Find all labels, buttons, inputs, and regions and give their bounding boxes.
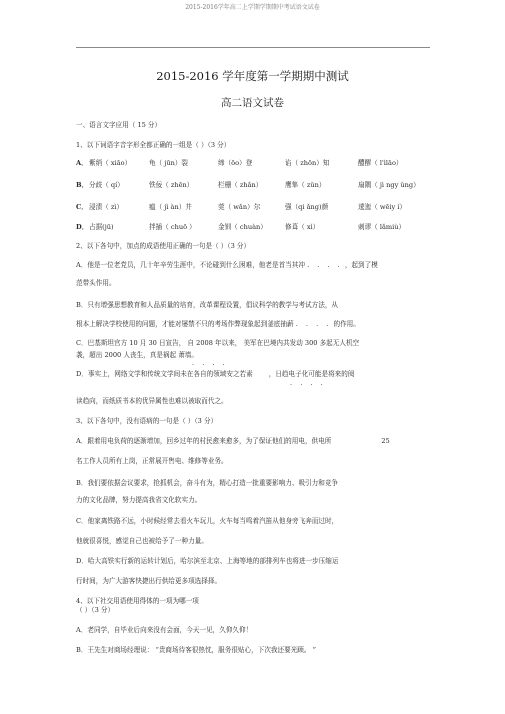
option-text: ，日趋电子化可能是将来的阅 bbox=[268, 370, 355, 378]
option-text: 的作用。 bbox=[333, 320, 360, 328]
option-item: 强（qi ǎng)颜 bbox=[285, 203, 329, 211]
header-rule bbox=[76, 47, 430, 48]
q2-option-c-line1: C．巴基斯坦官方 10 月 30 日宣告， 自 2008 年以来， 美军在巴境内共发动 300 多起无人机空 bbox=[76, 339, 360, 347]
q3-option-d-line1: D．哈大高铁实行新的运转计划后，哈尔滨至北京、上海等地的部排列车也将进一步压缩运 bbox=[76, 557, 339, 565]
option-item: 扇隅（ jì ngy ǔng） bbox=[358, 181, 420, 189]
option-item: 逶迤（ wēiy í） bbox=[358, 203, 407, 211]
option-item: 刺谬（ lǎmiù） bbox=[358, 223, 406, 231]
question-4-stem: 4、以下社交用语使用得体的一项为哪一项 bbox=[76, 597, 199, 605]
question-3-stem: 3、以下各句中，没有语病的一句是（ ）（3 分） bbox=[76, 417, 218, 425]
q2-option-a-line1 bbox=[76, 261, 378, 270]
question-2-stem: 2、以下各句中，加点的成语使用正确的一句是（ ）（3 分） bbox=[76, 242, 251, 250]
q3-option-a-line2: 名工作人员所有上岗，正常展开售电、维修等业务。 bbox=[76, 457, 228, 465]
option-label: D． bbox=[76, 223, 89, 231]
option-text: A．跟着用电负荷的逐渐增加，回乡过年的村民愈来愈多，为了保证他们的用电，供电所 bbox=[76, 437, 332, 445]
q4-option-a: A．老同学，自毕业后向来没有会面，今天一见，久仰久仰！ bbox=[76, 626, 253, 634]
q2-option-c-line2: 袭，超出 2000 人丧生，真是祸起 萧墙。 bbox=[76, 351, 198, 359]
exam-title: 2015-2016 学年度第一学期期中测试 bbox=[156, 69, 349, 83]
option-item: 醴醪（ l'ìlāo） bbox=[358, 159, 403, 167]
q2-option-b-line2 bbox=[76, 320, 360, 329]
option-item: 栏栅（ zhǎn） bbox=[218, 181, 263, 189]
emphasis-dots: . . . . bbox=[192, 359, 228, 367]
q3-option-a-line1 bbox=[76, 437, 390, 446]
q2-option-a-line2: 范带头作用。 bbox=[76, 279, 116, 287]
q2-option-d-line2: 读趋向，而纸质书本的优异属性也难以被取而代之。 bbox=[76, 397, 228, 405]
option-item: 分歧（ qí） bbox=[89, 181, 124, 189]
option-text: ，起到了模 bbox=[344, 261, 378, 269]
option-label: B． bbox=[76, 181, 89, 189]
option-item: 占据(jū) bbox=[89, 223, 114, 231]
option-item: 瘟（ jì àn）井 bbox=[149, 203, 192, 211]
option-item: 浸渍（ zì） bbox=[89, 203, 124, 211]
exam-subtitle: 高二语文试卷 bbox=[221, 97, 284, 109]
option-item: 紫绡（ xiāo） bbox=[89, 159, 132, 167]
question-1-stem: 1、以下词语字音字形全都正确的一组是（ ）（3 分） bbox=[76, 141, 231, 149]
option-item: 金钏（ chuàn） bbox=[218, 223, 267, 231]
option-text: A．他是一位老党员，几十年辛劳生涯中，不论碰到什么困难，他老是首当其冲 bbox=[76, 261, 305, 269]
q3-option-b-line2: 力的文化品牌，努力提高我省文化软实力。 bbox=[76, 496, 202, 504]
option-item: 莞（ wǎn）尔 bbox=[218, 203, 261, 211]
option-item: 缔（ōo）登 bbox=[218, 159, 253, 167]
q3-option-c-line1: C．他家离铁路不远，小时候经常去看火车玩儿，火车每当鸣着汽笛从他身旁飞奔而过时， bbox=[76, 517, 339, 525]
option-label: C． bbox=[76, 203, 88, 211]
option-text: 根本上解决学校使用的问题，才能对屡禁不只的考场作弊现象起到釜底抽薪 bbox=[76, 320, 294, 328]
emphasis-dots: . . . . bbox=[307, 261, 343, 269]
section-heading: 一、语言文字应用（ 15 分） bbox=[76, 121, 162, 129]
option-text: D．事实上，网络文学和传统文学间未在各自的领域安之若素 bbox=[76, 370, 253, 378]
option-item: 龟（ jūn）裂 bbox=[149, 159, 189, 167]
running-header: 2015-2016学年高二上学期学期期中考试语文试卷 bbox=[185, 4, 320, 11]
q3-option-b-line1: B．我们要依据会议要求，抢抓机会，奋斗有为，精心打造一批重要影响力、吸引力和竞争 bbox=[76, 479, 338, 487]
option-item: 铁佞（ zhēn） bbox=[149, 181, 194, 189]
option-item: 修葺（ xì） bbox=[285, 223, 320, 231]
q4-option-b: B．王先生对商场经理说： “贵商场待客很热忱，服务很贴心，下次我还要光顾。 ” bbox=[76, 646, 316, 654]
option-item: 拌插（ chuō ） bbox=[149, 223, 196, 231]
emphasis-dots: . . . . bbox=[295, 320, 332, 328]
option-text: 25 bbox=[381, 437, 390, 445]
q2-option-d-line1 bbox=[76, 370, 354, 379]
q2-option-b-line1: B．只有增强思想教育和人品质量的培育，改革课程设置，倡议科学的教学与考试方法，从 bbox=[76, 301, 338, 309]
emphasis-dots: . . . . bbox=[290, 379, 326, 387]
question-4-stem-cont: （ ）（3 分） bbox=[76, 606, 115, 614]
option-item: 谄（ zhōn）知 bbox=[285, 159, 330, 167]
option-item: 鹰隼（ zǔn） bbox=[285, 181, 326, 189]
q3-option-c-line2: 他就很喜悦，感觉自己也被给予了一种力量。 bbox=[76, 537, 208, 545]
q3-option-d-line2: 行时间，为广大游客快捷出行供给更多项选择择。 bbox=[76, 577, 222, 585]
option-label: A． bbox=[76, 159, 88, 167]
